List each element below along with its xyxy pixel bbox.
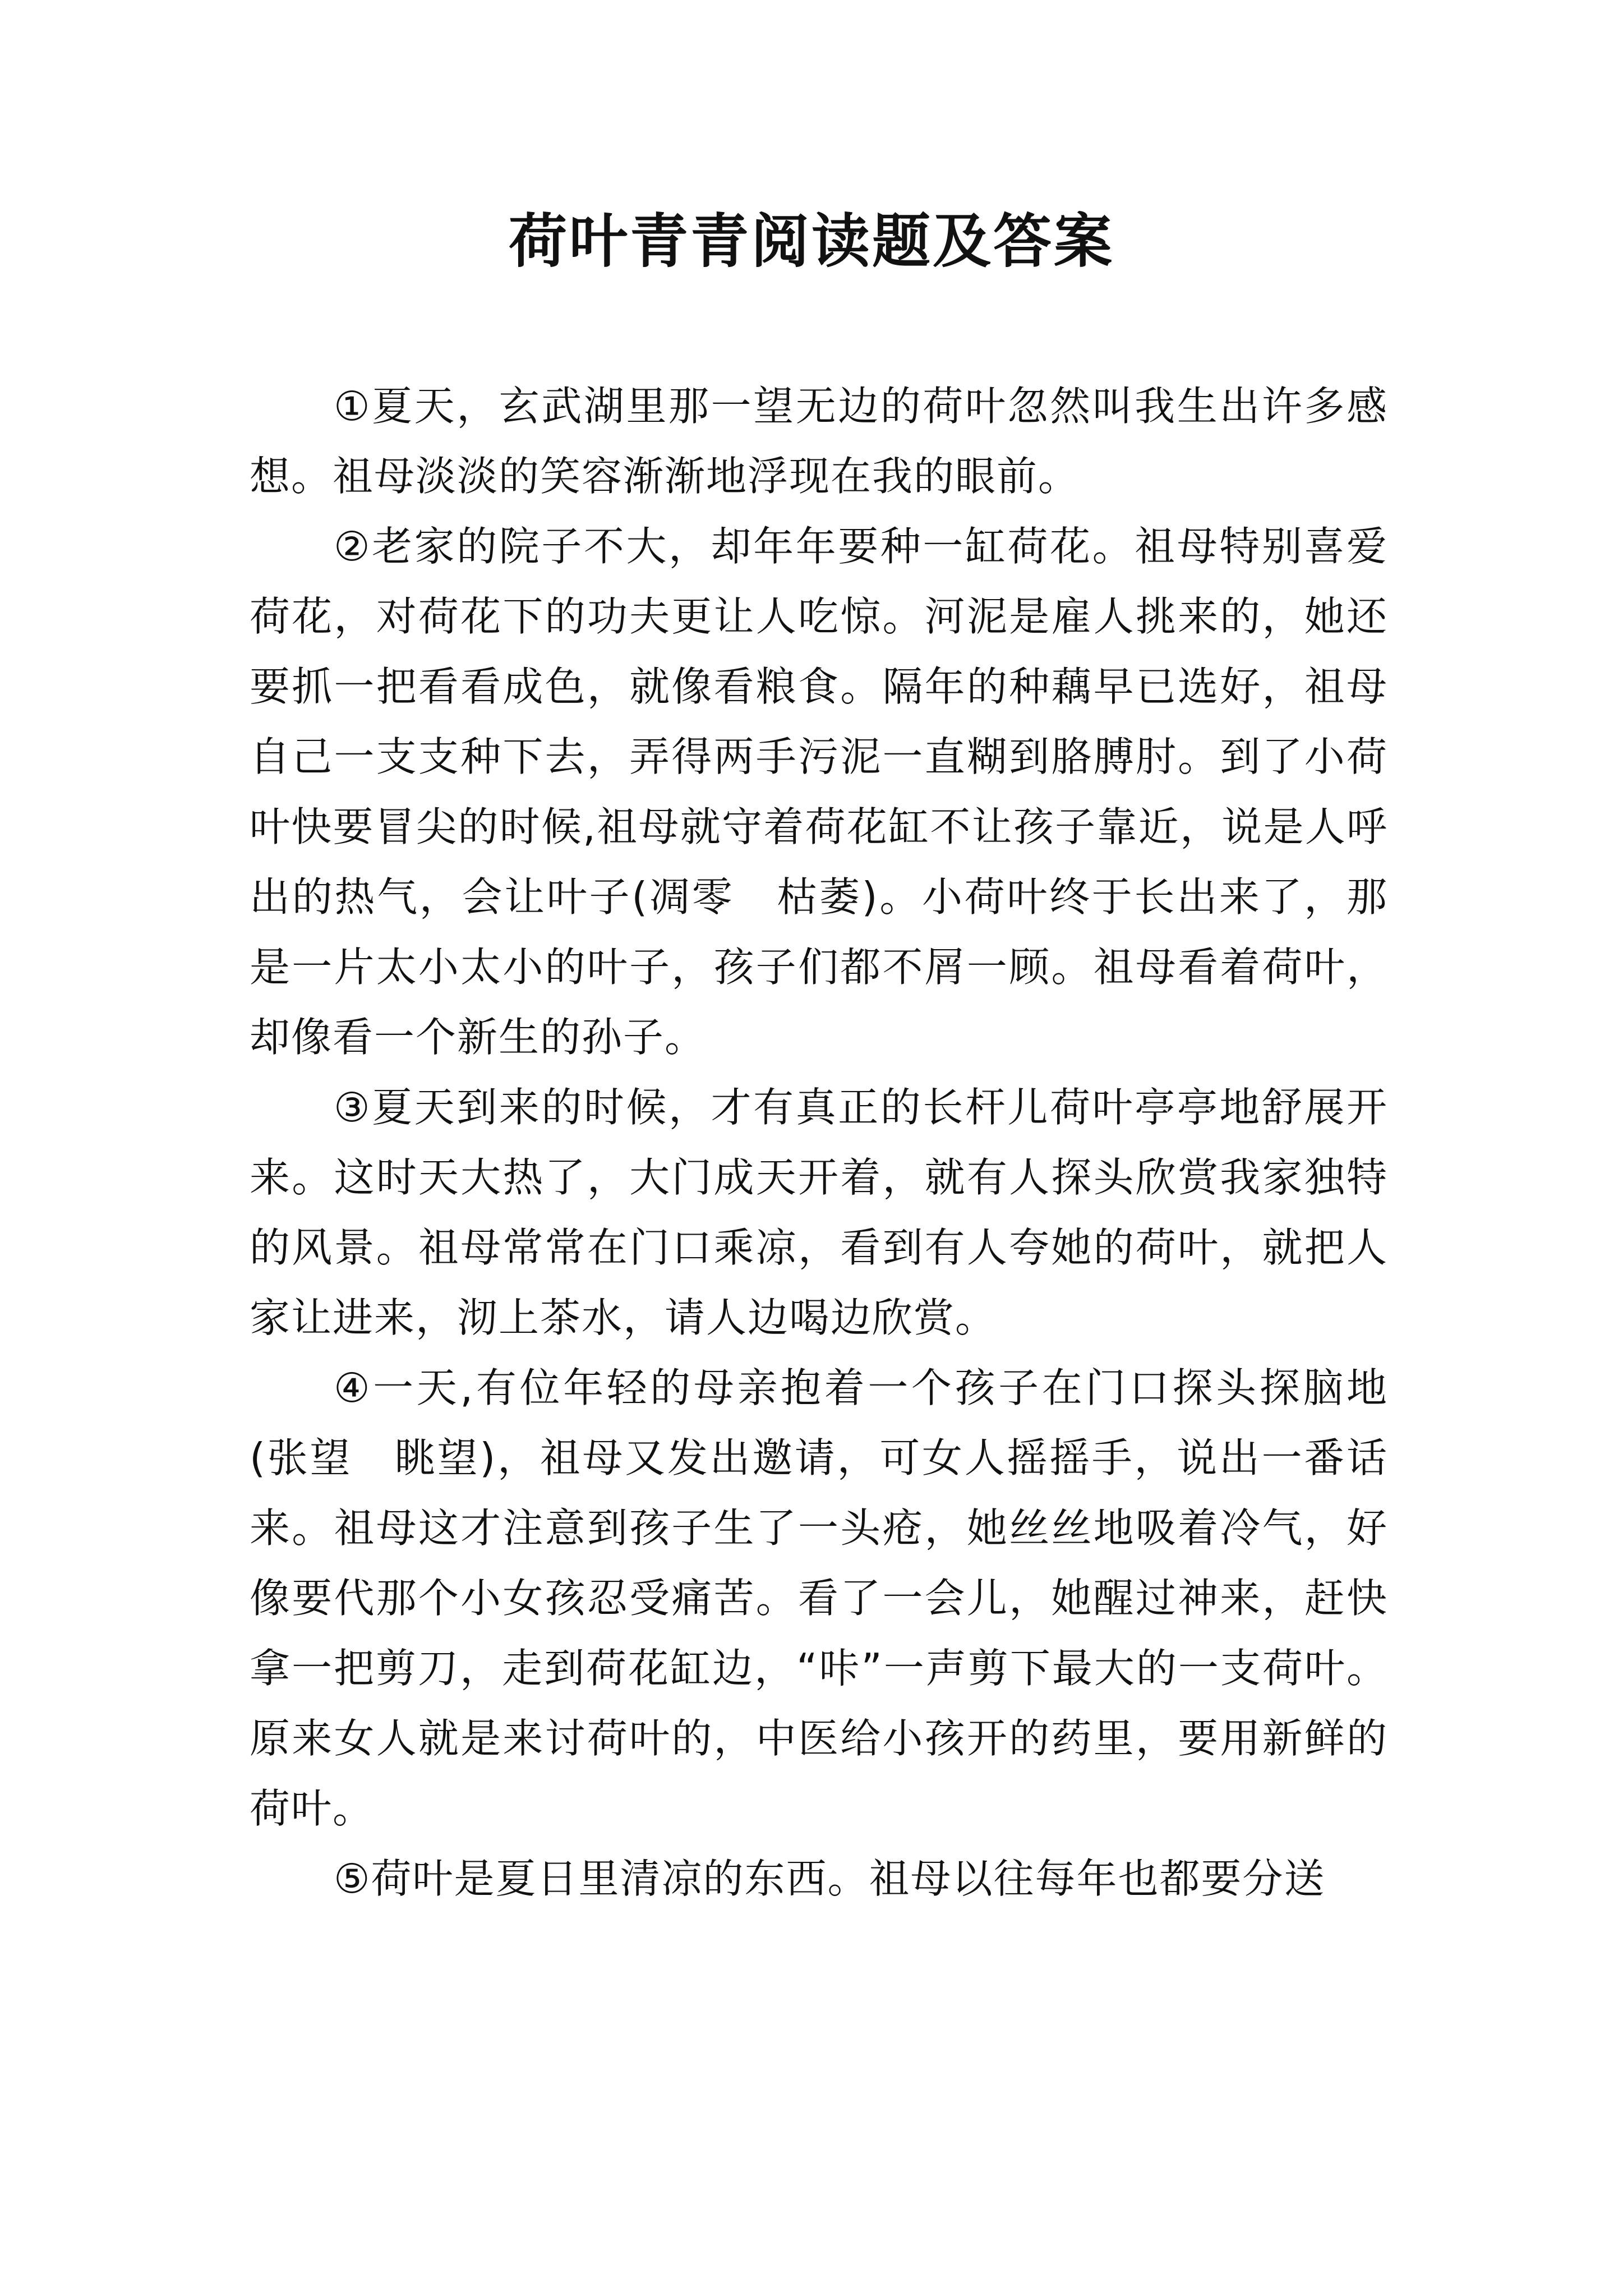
paragraph-4: ④一天,有位年轻的母亲抱着一个孩子在门口探头探脑地(张望 眺望)，祖母又发出邀请，可女人摇摇手，说出一番话来。祖母这才注意到孩子生了一头疮，她丝丝地吸着冷气，好像要代那个小女孩忍受痛苦。看了一会儿，她醒过神来，赶快拿一把剪刀，走到荷花缸边，“咔”一声剪下最大的一支荷叶。原来女人就是来讨荷叶的，中医给小孩开的药里，要用新鲜的荷叶。 [250,1364,1388,1832]
document-title: 荷叶青青阅读题及答案 [508,206,1114,275]
paragraph-3: ③夏天到来的时候，才有真正的长杆儿荷叶亭亭地舒展开来。这时天大热了，大门成天开着，就有人探头欣赏我家独特的风景。祖母常常在门口乘凉，看到有人夸她的荷叶，就把人家让进来，沏上茶水，请人边喝边欣赏。 [250,1084,1388,1341]
paragraph-1: ①夏天，玄武湖里那一望无边的荷叶忽然叫我生出许多感想。祖母淡淡的笑容渐渐地浮现在我的眼前。 [250,383,1388,500]
article-body [250,371,1388,1914]
paragraph-2: ②老家的院子不大，却年年要种一缸荷花。祖母特别喜爱荷花，对荷花下的功夫更让人吃惊。河泥是雇人挑来的，她还要抓一把看看成色，就像看粮食。隔年的种藕早已选好，祖母自己一支支种下去，弄得两手污泥一直糊到胳膊肘。到了小荷叶快要冒尖的时候,祖母就守着荷花缸不让孩子靠近，说是人呼出的热气，会让叶子(凋零 枯萎)。小荷叶终于长出来了，那是一片太小太小的叶子，孩子们都不屑一顾。祖母看着荷叶，却像看一个新生的孙子。 [250,523,1388,1061]
paragraph-5: ⑤荷叶是夏日里清凉的东西。祖母以往每年也都要分送 [334,1855,1326,1902]
